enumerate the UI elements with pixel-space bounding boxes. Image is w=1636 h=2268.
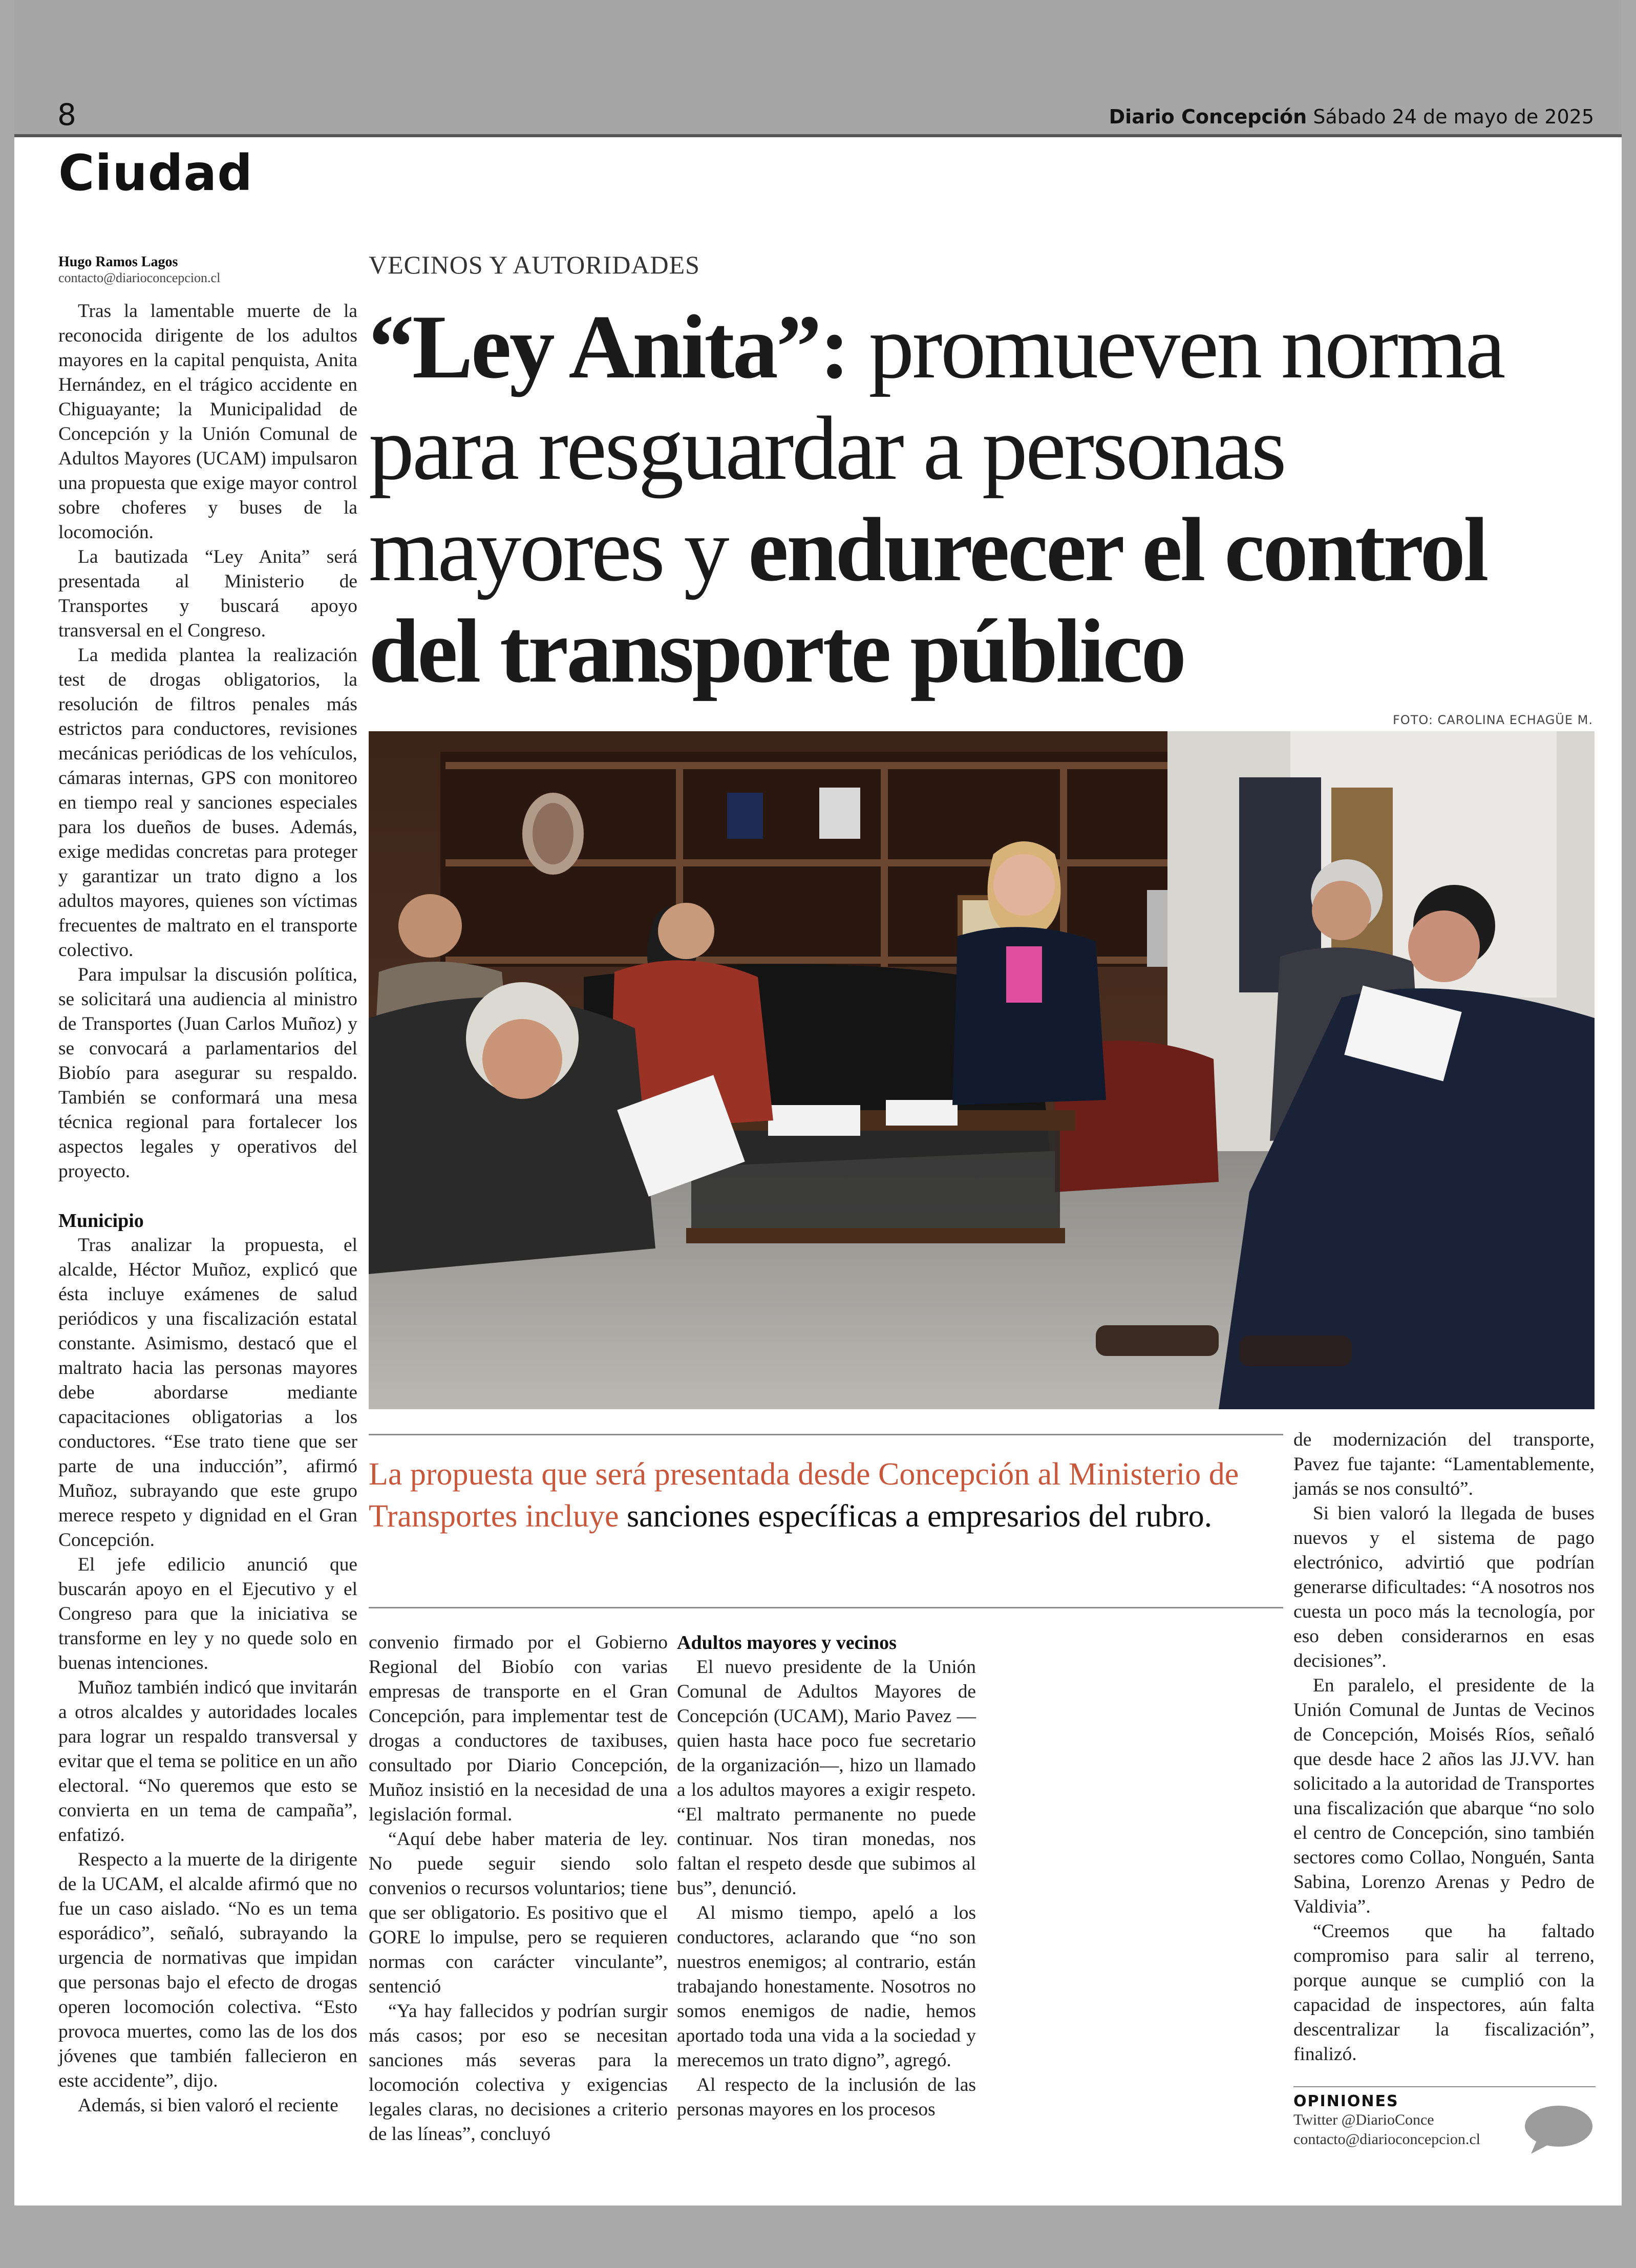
spacer bbox=[58, 1184, 357, 1209]
meeting-photo-illustration bbox=[369, 731, 1595, 1409]
pull-quote-accent: La propuesta que será presentada desde Concepción al Ministerio de Transportes incluye bbox=[369, 1457, 1239, 1534]
paragraph: convenio firmado por el Gobierno Regional del Biobío con varias empresas de transporte en el Gran Concepción, para implementar test de drogas a conductores de taxibuses, consultado por Diario Concepción, Muñoz insistió en la necesidad de una legislación formal. bbox=[369, 1632, 668, 1825]
paragraph: Respecto a la muerte de la dirigente de la UCAM, el alcalde afirmó que no fue un caso aislado. “No es un tema esporádico”, señaló, subrayando la urgencia de normativas que impidan que personas bajo el efecto de drogas operen locomoción colectiva. “Esto provoca muertes, como las de los dos jóvenes que también fallecieron en este accidente”, dijo. bbox=[58, 1849, 357, 2091]
paragraph: Tras la lamentable muerte de la reconocida dirigente de los adultos mayores en la capital penquista, Anita Hernández, en el trágico accidente en Chiguayante; la Municipalidad de Concepción y la Unión Comunal de Adultos Mayores (UCAM) impulsaron una propuesta que exige mayor control sobre choferes y buses de la locomoción. bbox=[58, 301, 357, 543]
paragraph: “Aquí debe haber materia de ley. No puede seguir siendo solo convenios o recursos voluntarios; tiene que ser obligatorio. Es positivo que el GORE lo impulse, pero se requieren normas con carácter vinculante”, sentenció bbox=[369, 1829, 668, 1997]
paragraph: Al mismo tiempo, apeló a los conductores, aclarando que “no son nuestros enemigos; al contrario, están trabajando honestamente. Nosotros no somos enemigos de nadie, hemos aportado toda una vida a la sociedad y merecemos un trato digno”, agregó. bbox=[677, 1902, 976, 2071]
pull-quote-rule-bottom bbox=[369, 1607, 1283, 1608]
subhead-municipio: Municipio bbox=[58, 1210, 144, 1232]
opinion-twitter[interactable]: Twitter @DiarioConce bbox=[1293, 2111, 1434, 2128]
column-3 bbox=[677, 1630, 976, 2122]
opinion-label: OPINIONES bbox=[1293, 2092, 1399, 2110]
paragraph: La bautizada “Ley Anita” será presentada al Ministerio de Transportes y buscará apoyo transversal en el Congreso. bbox=[58, 546, 357, 641]
column-2 bbox=[369, 1630, 668, 2147]
pull-quote-rest: sanciones específicas a empresarios del rubro. bbox=[619, 1499, 1213, 1534]
headline-bold-tail: endurecer el control del transporte público bbox=[369, 499, 1487, 702]
paragraph: de modernización del transporte, Pavez fue tajante: “Lamentablemente, jamás se nos consultó”. bbox=[1293, 1429, 1595, 1499]
dateline bbox=[1109, 105, 1594, 128]
paragraph: Si bien valoró la llegada de buses nuevos y el sistema de pago electrónico, advirtió que podrían generarse dificultades: “A nosotros nos cuesta un poco más la tecnología, por eso deben considerarnos en esas decisiones”. bbox=[1293, 1503, 1595, 1671]
opinion-rule bbox=[1293, 2086, 1596, 2087]
paragraph: Al respecto de la inclusión de las personas mayores en los procesos bbox=[677, 2074, 976, 2120]
author-name: Hugo Ramos Lagos bbox=[58, 254, 178, 270]
byline bbox=[58, 254, 345, 286]
column-1 bbox=[58, 299, 357, 2118]
headline-regular: promueven norma para resguardar a personas mayores y bbox=[369, 296, 1504, 600]
newspaper-page bbox=[14, 0, 1622, 2206]
paragraph: El nuevo presidente de la Unión Comunal de Adultos Mayores de Concepción (UCAM), Mario Pavez —quien hasta hace poco fue secretario de la organización—, hizo un llamado a los adultos mayores a exigir respeto. “El maltrato permanente no puede continuar. Nos tiran monedas, nos faltan el respeto desde que subimos al bus”, denunció. bbox=[677, 1657, 976, 1899]
header-rule bbox=[14, 134, 1622, 137]
speech-bubble-icon bbox=[1522, 2105, 1593, 2156]
paragraph: El jefe edilicio anunció que buscarán apoyo en el Ejecutivo y el Congreso para que la iniciativa se transforme en ley y no quede solo en buenas intenciones. bbox=[58, 1554, 357, 1673]
headline-bold-lead: “Ley Anita”: bbox=[369, 296, 848, 397]
page-number: 8 bbox=[57, 97, 76, 132]
headline bbox=[369, 296, 1587, 702]
photo-credit: FOTO: CAROLINA ECHAGÜE M. bbox=[1393, 713, 1593, 727]
pull-quote-rule-top bbox=[369, 1434, 1283, 1435]
kicker: VECINOS Y AUTORIDADES bbox=[369, 250, 700, 279]
author-email: contacto@diarioconcepcion.cl bbox=[58, 270, 221, 285]
paragraph: Tras analizar la propuesta, el alcalde, Héctor Muñoz, explicó que ésta incluye exámenes de salud periódicos y una fiscalización estatal constante. Asimismo, destacó que el maltrato hacia las personas mayores debe abordarse mediante capacitaciones obligatorias a los conductores. “Ese trato tiene que ser parte de una inducción”, afirmó Muñoz, subrayando que este grupo merece respeto y dignidad en el Gran Concepción. bbox=[58, 1235, 357, 1551]
pull-quote bbox=[369, 1453, 1280, 1537]
section-title: Ciudad bbox=[58, 144, 253, 202]
paragraph: La medida plantea la realización test de drogas obligatorios, la resolución de filtros penales más estrictos para conductores, revisiones mecánicas periódicas de los vehículos, cámaras internas, GPS con monitoreo en tiempo real y sanciones especiales para los dueños de buses. Además, exige medidas concretas para proteger y garantizar un trato digno a los adultos mayores, quienes son víctimas frecuentes de maltrato en el transporte colectivo. bbox=[58, 645, 357, 961]
subhead-adultos-mayores: Adultos mayores y vecinos bbox=[677, 1632, 897, 1654]
opinion-email[interactable]: contacto@diarioconcepcion.cl bbox=[1293, 2131, 1480, 2148]
paragraph: Muñoz también indicó que invitarán a otros alcaldes y autoridades locales para lograr un respaldo transversal y evitar que el tema se politice en un año electoral. “No queremos que esto se convierta en un tema de campaña”, enfatizó. bbox=[58, 1677, 357, 1846]
issue-date: Sábado 24 de mayo de 2025 bbox=[1313, 105, 1594, 128]
paragraph: Además, si bien valoró el reciente bbox=[78, 2095, 338, 2116]
paragraph: “Creemos que ha faltado compromiso para salir al terreno, porque aunque se cumplió con la capacidad de inspectores, aún falta descentralizar la fiscalización”, finalizó. bbox=[1293, 1921, 1595, 2065]
paragraph: “Ya hay fallecidos y podrían surgir más casos; por eso se necesitan sanciones más severas para la locomoción colectiva y exigencias legales claras, no decisiones a criterio de las líneas”, concluyó bbox=[369, 2001, 668, 2145]
article-photo bbox=[369, 731, 1595, 1409]
column-4 bbox=[1293, 1428, 1595, 2067]
paragraph: Para impulsar la discusión política, se solicitará una audiencia al ministro de Transportes (Juan Carlos Muñoz) y se convocará a parlamentarios del Biobío para asegurar su respaldo. También se conformará una mesa técnica regional para fortalecer los aspectos legales y operativos del proyecto. bbox=[58, 964, 357, 1182]
paragraph: En paralelo, el presidente de la Unión Comunal de Juntas de Vecinos de Concepción, Moisés Ríos, señaló que desde hace 2 años las JJ.VV. han solicitado a la autoridad de Transportes una fiscalización que abarque “no solo el centro de Concepción, sino también sectores como Collao, Nonguén, Santa Sabina, Lorenzo Arenas y Pedro de Valdivia”. bbox=[1293, 1675, 1595, 1917]
paper-name: Diario Concepción bbox=[1109, 105, 1307, 128]
